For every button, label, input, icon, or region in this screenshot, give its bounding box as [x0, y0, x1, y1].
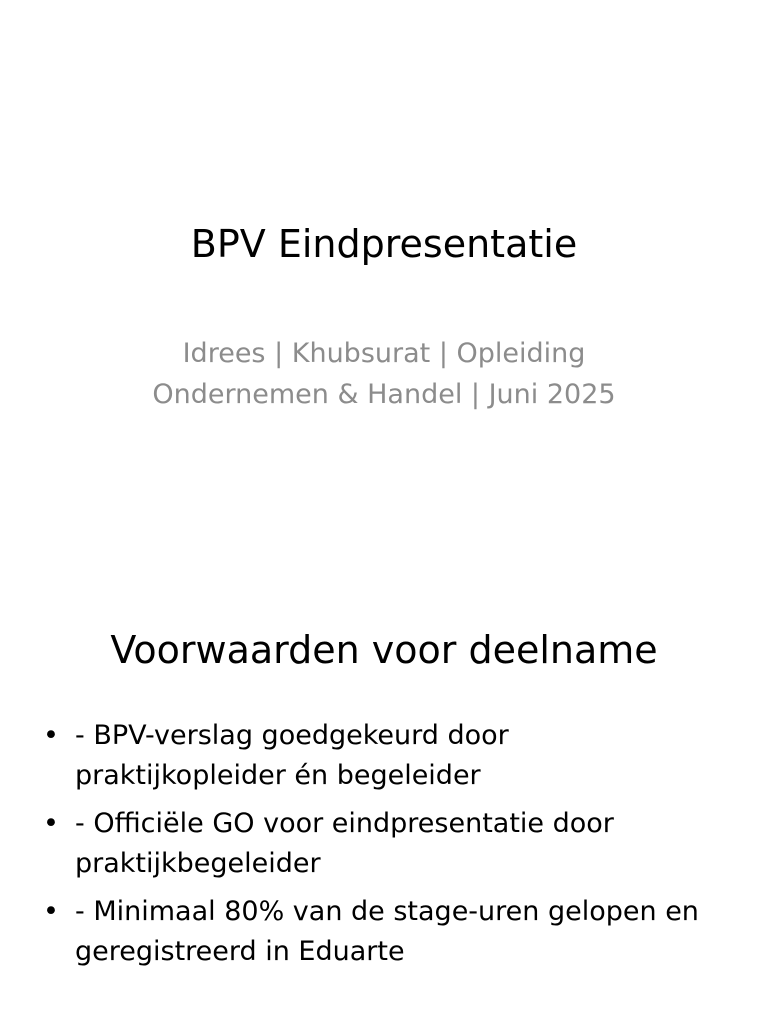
- subtitle-line-2: Ondernemen & Handel | Juni 2025: [152, 379, 616, 410]
- requirements-list: [40, 716, 740, 980]
- list-item-line: praktijkopleider én begeleider: [75, 760, 481, 791]
- presentation-title: BPV Eindpresentatie: [190, 222, 578, 266]
- bullet-icon: •: [43, 896, 59, 927]
- presentation-subtitle: [100, 333, 668, 415]
- list-item: [40, 892, 740, 972]
- list-item: [40, 804, 740, 884]
- requirements-title: Voorwaarden voor deelname: [110, 628, 658, 672]
- bullet-icon: •: [43, 808, 59, 839]
- list-item: [40, 716, 740, 796]
- subtitle-line-1: Idrees | Khubsurat | Opleiding: [182, 338, 586, 369]
- bullet-icon: •: [43, 720, 59, 751]
- list-item-line: - Minimaal 80% van de stage-uren gelopen en: [75, 896, 699, 927]
- list-item-line: geregistreerd in Eduarte: [75, 936, 405, 967]
- list-item-line: - Officiële GO voor eindpresentatie door: [75, 808, 614, 839]
- list-item-line: praktijkbegeleider: [75, 848, 321, 879]
- list-item-line: - BPV-verslag goedgekeurd door: [75, 720, 509, 751]
